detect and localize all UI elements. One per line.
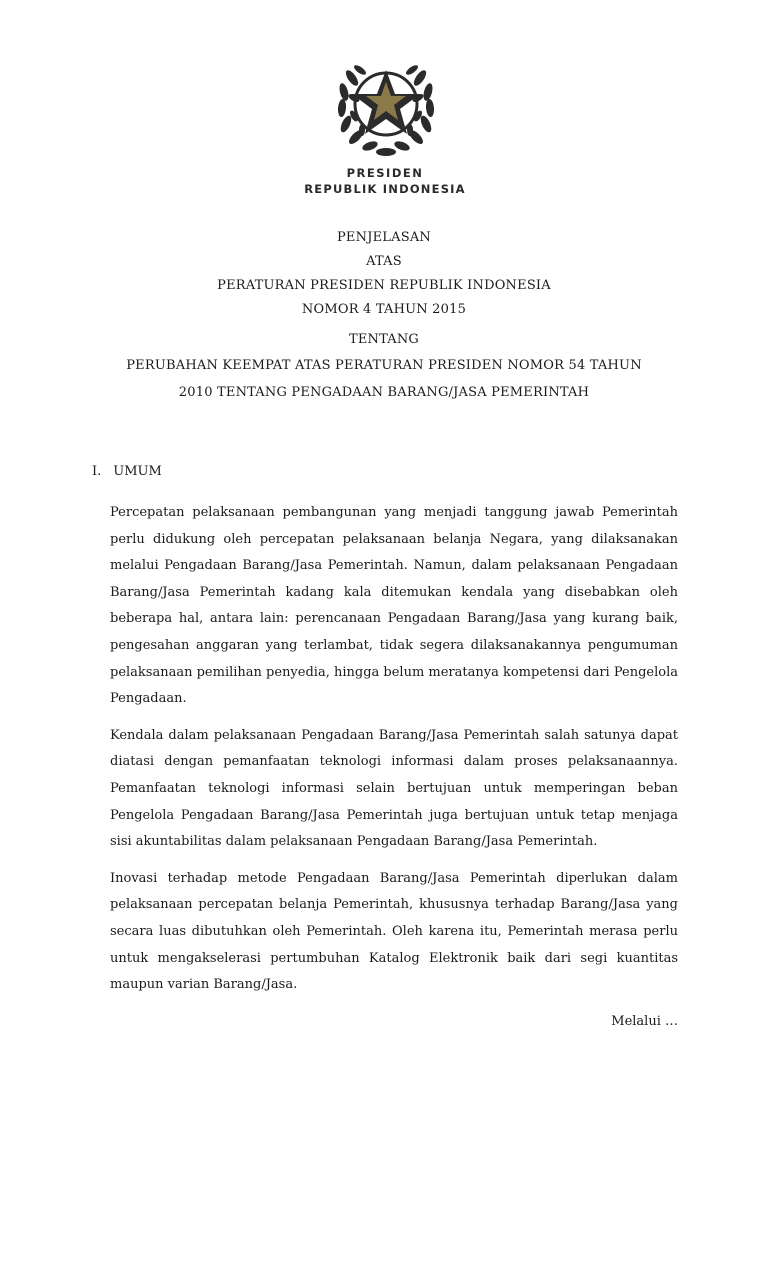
section-number: I.: [92, 464, 102, 479]
paragraph: Kendala dalam pelaksanaan Pengadaan Barang/Jasa Pemerintah salah satunya dapat diatasi dengan pemanfaatan teknologi informasi dalam proses pelaksanaannya. Pemanfaatan teknologi informasi selain bertujuan untuk memperingan beban Pengelola Pengadaan Barang/Jasa Pemerintah juga bertujuan untuk tetap menjaga sisi akuntabilitas dalam pelaksanaan Pengadaan Barang/Jasa Pemerintah.: [110, 727, 678, 850]
title-atas: ATAS: [366, 254, 402, 269]
title-subject-line1: PERUBAHAN KEEMPAT ATAS PERATURAN PRESIDEN NOMOR 54 TAHUN: [126, 358, 642, 373]
page-continuation: Melalui …: [611, 1013, 678, 1029]
title-number: NOMOR 4 TAHUN 2015: [301, 302, 467, 317]
section-body: [110, 500, 678, 1035]
document-title: [90, 226, 678, 406]
section-heading: [92, 464, 162, 479]
paragraph: Percepatan pelaksanaan pembangunan yang menjadi tanggung jawab Pemerintah perlu didukung oleh percepatan pelaksanaan belanja Negara, yang dilaksanakan melalui Pengadaan Barang/Jasa Pemerintah. Namun, dalam pelaksanaan Pengadaan Barang/Jasa Pemerintah kadang kala ditemukan kendala yang disebabkan oleh beberapa hal, antara lain: perencanaan Pengadaan Barang/Jasa yang kurang baik, pengesahan anggaran yang terlambat, tidak segera dilaksanakannya pengumuman pelaksanaan pemilihan penyedia, hingga belum meratanya kompetensi dari Pengelola Pengadaan.: [110, 505, 678, 707]
paragraph: Inovasi terhadap metode Pengadaan Barang/Jasa Pemerintah diperlukan dalam pelaksanaan percepatan belanja Pemerintah, khususnya terhadap Barang/Jasa yang secara luas dibutuhkan oleh Pemerintah. Oleh karena itu, Pemerintah merasa perlu untuk mengakselerasi pertumbuhan Katalog Elektronik baik dari segi kuantitas maupun varian Barang/Jasa.: [110, 870, 678, 993]
title-subject-line2: 2010 TENTANG PENGADAAN BARANG/JASA PEMERINTAH: [178, 385, 590, 400]
title-regulation: PERATURAN PRESIDEN REPUBLIK INDONESIA: [217, 278, 551, 293]
emblem-caption-president: PRESIDEN: [346, 166, 424, 180]
title-tentang: TENTANG: [348, 332, 420, 347]
garuda-emblem-icon: [330, 48, 442, 160]
title-penjelasan: PENJELASAN: [336, 230, 431, 245]
section-title: UMUM: [113, 464, 162, 479]
emblem-caption-republic: REPUBLIK INDONESIA: [304, 182, 466, 196]
